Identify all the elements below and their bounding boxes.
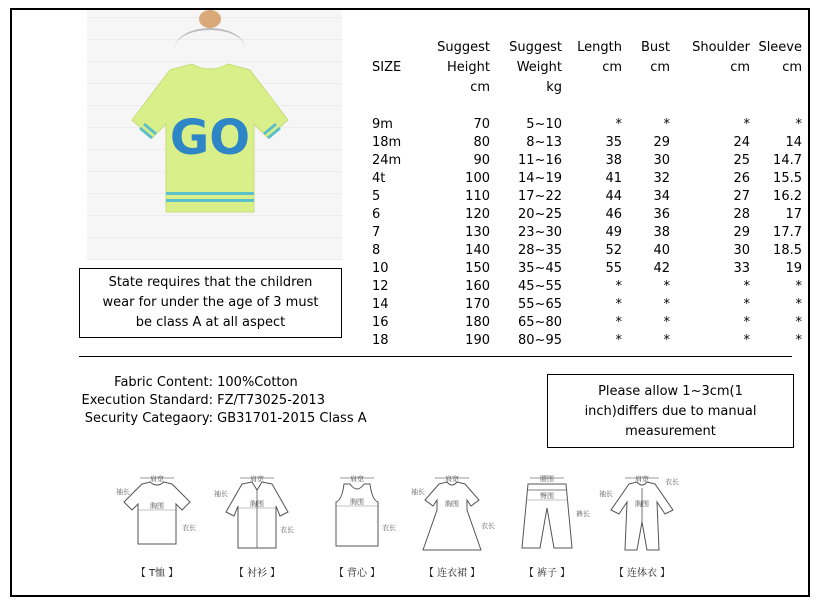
cell-size: 12 (372, 279, 389, 294)
diagram-label: 胸围 (350, 498, 364, 506)
cell-shoulder: * (743, 117, 750, 132)
table-row (366, 170, 802, 188)
table-row (366, 152, 802, 170)
table-row (366, 242, 802, 260)
cell-size: 10 (372, 261, 389, 276)
cell-size: 6 (372, 207, 381, 222)
page-frame (10, 8, 810, 597)
cell-sleeve: * (795, 117, 802, 132)
cell-weight: 23~30 (518, 225, 562, 240)
cell-bust: * (663, 297, 670, 312)
diagram-label: 腰围 (540, 475, 554, 483)
cell-size: 4t (372, 171, 386, 186)
diagram-label: 肩宽 (635, 475, 649, 483)
table-row (366, 188, 802, 206)
table-header-row (366, 38, 802, 98)
cell-sleeve: 19 (785, 261, 802, 276)
cell-length: 52 (605, 243, 622, 258)
diagram-label: 肩宽 (445, 475, 459, 483)
cell-height: 100 (465, 171, 490, 186)
shirt-outline-icon (212, 472, 302, 562)
note-line: Please allow 1~3cm(1 (598, 384, 743, 399)
cell-shoulder: 25 (733, 153, 750, 168)
shirt-print-text: GO (169, 110, 251, 166)
cell-shoulder: 26 (733, 171, 750, 186)
diagram-tshirt (112, 472, 202, 582)
cell-height: 180 (465, 315, 490, 330)
diagram-label: 衣长 (665, 478, 679, 486)
security-category-value: GB31701-2015 Class A (217, 411, 367, 426)
diagram-label: 肩宽 (350, 475, 364, 483)
hanger-pin (199, 10, 221, 28)
note-line: be class A at all aspect (135, 315, 286, 330)
table-row (366, 260, 802, 278)
cell-sleeve: * (795, 279, 802, 294)
cell-sleeve: * (795, 333, 802, 348)
cell-sleeve: 14 (785, 135, 802, 150)
cell-length: 49 (605, 225, 622, 240)
header-bust: Bust cm (640, 40, 670, 75)
header-shoulder: Shoulder cm (692, 40, 750, 75)
diagram-shirt (212, 472, 302, 582)
diagram-label: 胸围 (635, 500, 649, 508)
measurement-note (547, 374, 794, 448)
cell-length: 41 (605, 171, 622, 186)
diagram-label: 胸围 (150, 502, 164, 510)
table-row (366, 278, 802, 296)
table-row (366, 314, 802, 332)
diagram-caption: 【 背心 】 (333, 568, 381, 579)
cell-bust: 30 (653, 153, 670, 168)
diagram-romper (597, 472, 687, 582)
cell-bust: 34 (653, 189, 670, 204)
diagram-label: 袖长 (214, 490, 228, 498)
cell-size: 24m (372, 153, 402, 168)
product-photo (87, 10, 342, 260)
diagram-caption: 【 衬衫 】 (233, 568, 281, 579)
execution-standard-label: Execution Standard: (81, 393, 213, 408)
cell-size: 16 (372, 315, 389, 330)
table-row (366, 296, 802, 314)
cell-weight: 65~80 (518, 315, 562, 330)
cell-sleeve: 15.5 (773, 171, 802, 186)
note-line: wear for under the age of 3 must (102, 295, 319, 310)
table-row (366, 116, 802, 134)
romper-outline-icon (597, 472, 687, 562)
diagram-label: 胸围 (250, 500, 264, 508)
cell-weight: 55~65 (518, 297, 562, 312)
cell-size: 9m (372, 117, 393, 132)
cell-weight: 80~95 (518, 333, 562, 348)
execution-standard-row (30, 392, 367, 410)
diagram-caption: 【 T恤 】 (135, 568, 179, 579)
cell-sleeve: 18.5 (773, 243, 802, 258)
size-table (366, 38, 802, 350)
table-row (366, 134, 802, 152)
table-row (366, 224, 802, 242)
cell-weight: 35~45 (518, 261, 562, 276)
header-sleeve: Sleeve cm (758, 40, 802, 75)
cell-bust: * (663, 279, 670, 294)
cell-height: 90 (473, 153, 490, 168)
diagram-label: 袖长 (116, 488, 130, 496)
diagram-label: 袖长 (599, 490, 613, 498)
cell-shoulder: 33 (733, 261, 750, 276)
cell-size: 18 (372, 333, 389, 348)
cell-sleeve: * (795, 315, 802, 330)
table-row (366, 332, 802, 350)
tshirt-outline-icon (112, 472, 202, 562)
cell-weight: 14~19 (518, 171, 562, 186)
table-spacer (366, 98, 802, 116)
cell-height: 170 (465, 297, 490, 312)
cell-height: 190 (465, 333, 490, 348)
cell-shoulder: 29 (733, 225, 750, 240)
cell-height: 140 (465, 243, 490, 258)
cell-height: 70 (473, 117, 490, 132)
cell-bust: 36 (653, 207, 670, 222)
cell-bust: 42 (653, 261, 670, 276)
cell-weight: 20~25 (518, 207, 562, 222)
cell-length: 55 (605, 261, 622, 276)
security-category-label: Security Categaory: (84, 411, 213, 426)
cell-shoulder: 28 (733, 207, 750, 222)
header-size: SIZE (372, 60, 402, 75)
diagram-label: 裤长 (576, 510, 590, 518)
diagram-label: 衣长 (481, 522, 495, 530)
cell-height: 150 (465, 261, 490, 276)
fabric-content-value: 100%Cotton (217, 375, 298, 390)
cell-sleeve: 17.7 (773, 225, 802, 240)
table-row (366, 206, 802, 224)
cell-size: 18m (372, 135, 402, 150)
diagram-label: 肩宽 (250, 475, 264, 483)
diagram-label: 肩宽 (150, 475, 164, 483)
cell-bust: 32 (653, 171, 670, 186)
diagram-label: 袖长 (411, 488, 425, 496)
cell-length: 35 (605, 135, 622, 150)
diagram-caption: 【 裤子 】 (523, 568, 571, 579)
cell-weight: 11~16 (518, 153, 562, 168)
cell-shoulder: * (743, 333, 750, 348)
diagram-label: 胸围 (445, 500, 459, 508)
dress-outline-icon (407, 472, 497, 562)
cell-height: 160 (465, 279, 490, 294)
diagram-label: 衣长 (280, 526, 294, 534)
cell-length: * (615, 117, 622, 132)
cell-bust: * (663, 315, 670, 330)
cell-length: * (615, 315, 622, 330)
execution-standard-value: FZ/T73025-2013 (217, 393, 325, 408)
cell-shoulder: * (743, 315, 750, 330)
note-line: measurement (625, 424, 716, 439)
cell-height: 110 (465, 189, 490, 204)
diagram-label: 衣长 (382, 524, 396, 532)
tshirt-image (130, 62, 290, 222)
cell-length: * (615, 279, 622, 294)
cell-bust: 38 (653, 225, 670, 240)
cell-sleeve: * (795, 297, 802, 312)
cell-shoulder: 30 (733, 243, 750, 258)
section-divider (79, 356, 792, 357)
diagram-pants (502, 472, 592, 582)
vest-outline-icon (312, 472, 402, 562)
cell-weight: 28~35 (518, 243, 562, 258)
cell-bust: * (663, 333, 670, 348)
cell-weight: 17~22 (518, 189, 562, 204)
cell-length: 44 (605, 189, 622, 204)
diagram-caption: 【 连体衣 】 (613, 568, 671, 579)
cell-length: 38 (605, 153, 622, 168)
note-line: inch)differs due to manual (584, 404, 757, 419)
cell-size: 8 (372, 243, 381, 258)
note-line: State requires that the children (108, 275, 313, 290)
diagram-caption: 【 连衣裙 】 (423, 568, 481, 579)
cell-bust: 29 (653, 135, 670, 150)
diagram-vest (312, 472, 402, 582)
cell-shoulder: 27 (733, 189, 750, 204)
pants-outline-icon (502, 472, 592, 562)
cell-length: * (615, 333, 622, 348)
cell-shoulder: 24 (733, 135, 750, 150)
fabric-info (30, 374, 367, 428)
security-category-row (30, 410, 367, 428)
cell-sleeve: 17 (785, 207, 802, 222)
cell-shoulder: * (743, 297, 750, 312)
cell-sleeve: 16.2 (773, 189, 802, 204)
cell-size: 5 (372, 189, 381, 204)
diagram-label: 臀围 (540, 492, 554, 500)
cell-bust: * (663, 117, 670, 132)
cell-weight: 45~55 (518, 279, 562, 294)
cell-bust: 40 (653, 243, 670, 258)
cell-height: 120 (465, 207, 490, 222)
header-weight: Suggest Weight kg (509, 40, 562, 95)
cell-height: 80 (473, 135, 490, 150)
cell-sleeve: 14.7 (773, 153, 802, 168)
cell-length: * (615, 297, 622, 312)
cell-length: 46 (605, 207, 622, 222)
diagram-label: 衣长 (182, 524, 196, 532)
fabric-content-label: Fabric Content: (114, 375, 213, 390)
fabric-content-row (30, 374, 367, 392)
cell-size: 7 (372, 225, 381, 240)
cell-size: 14 (372, 297, 389, 312)
diagram-dress (407, 472, 497, 582)
class-a-note (79, 268, 342, 338)
cell-weight: 8~13 (526, 135, 562, 150)
cell-shoulder: * (743, 279, 750, 294)
cell-weight: 5~10 (526, 117, 562, 132)
header-length: Length cm (577, 40, 622, 75)
cell-height: 130 (465, 225, 490, 240)
header-height: Suggest Height cm (437, 40, 490, 95)
